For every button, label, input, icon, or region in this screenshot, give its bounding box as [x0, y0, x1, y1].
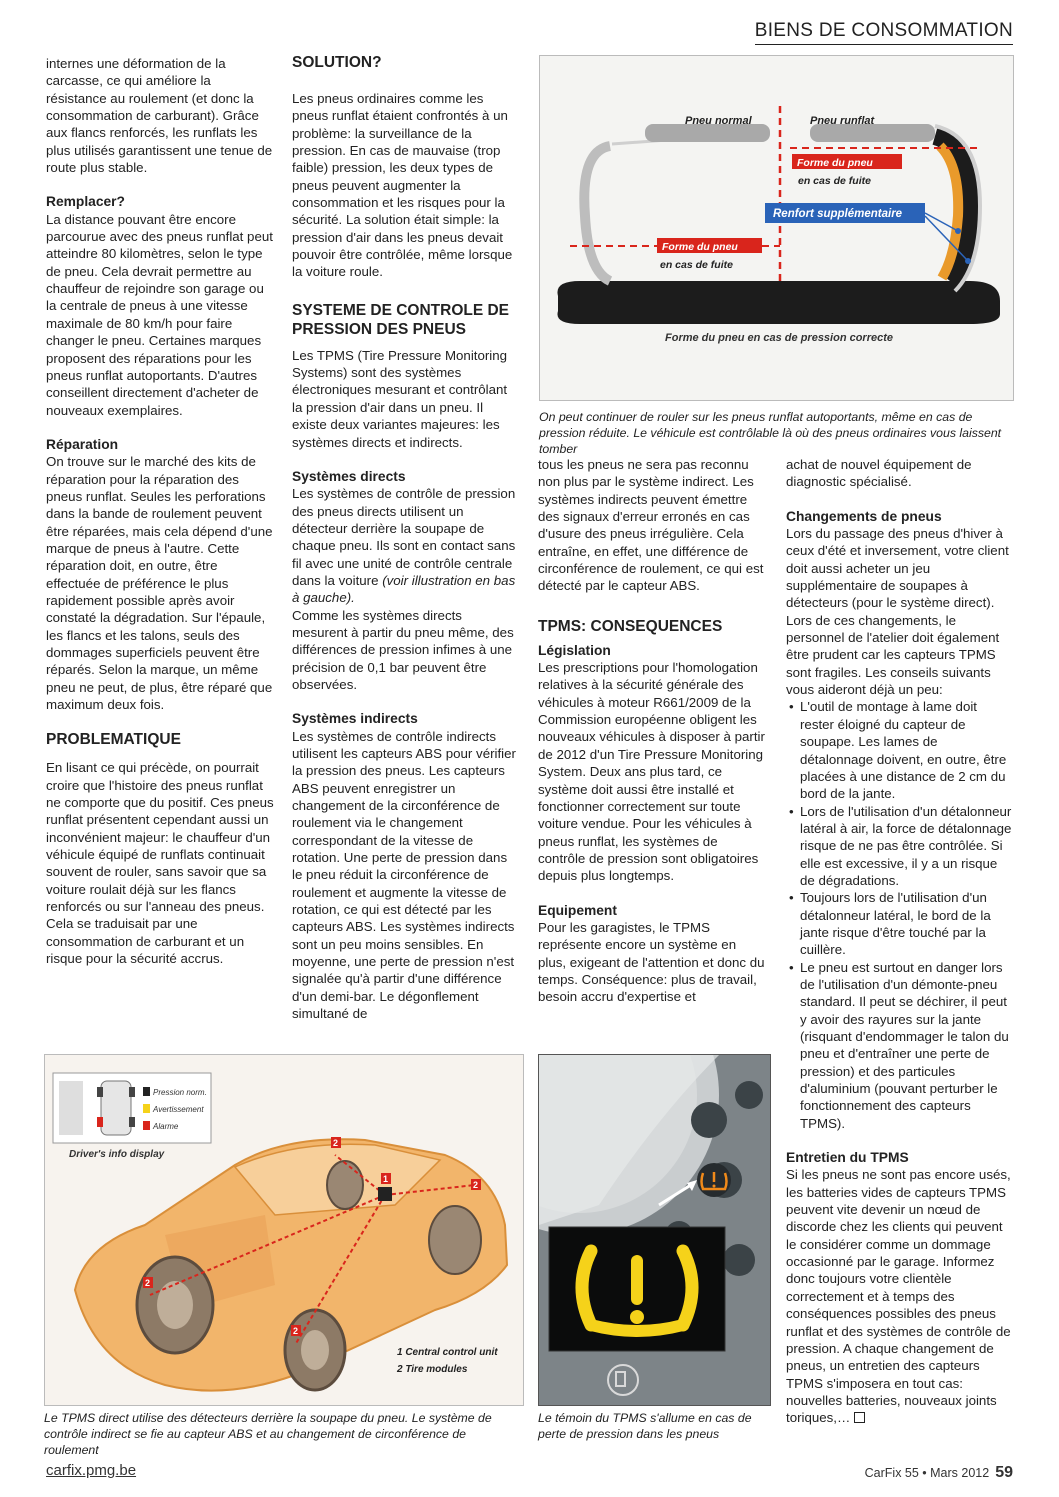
label-pneu-runflat: Pneu runflat	[810, 115, 875, 127]
legislation-heading: Législation	[538, 642, 611, 658]
remplacer-heading: Remplacer?	[46, 194, 125, 210]
label-pression-correcte: Forme du pneu en cas de pression correcte	[665, 332, 894, 344]
entretien-text-body: Si les pneus ne sont pas encore usés, les batteries vides de capteurs TPMS peuvent vite devenir un nœud de discorde chez les clients qui peuvent le considérer comme un dommage occasionné par le garage. Informez donc toujours votre clientèle correctement et à temps des conséquences possibles des pneus runflat et des systèmes de contrôle de pression. A chaque changement de pneus, un entretien des capteurs TPMS s'imposera en tout cas: nouvelles batteries, nouveaux joints toriques,…	[786, 1167, 1011, 1426]
directs-heading: Systèmes directs	[292, 468, 406, 484]
consequences-heading: TPMS: CONSEQUENCES	[538, 617, 723, 635]
advice-item: • L'outil de montage à lame doit rester éloigné du capteur de soupape. Les lames de détalonnage doivent, en outre, être placées à une distance de 2 cm du bord de la jante.	[800, 698, 1012, 802]
dashboard-figure-caption: Le témoin du TPMS s'allume en cas de perte de pression dans les pneus	[538, 1411, 752, 1441]
label-fuite-left: en cas de fuite	[660, 259, 733, 271]
directs-text-a: Les systèmes de contrôle de pression des pneus directs utilisent un détecteur derrière la soupape de chaque pneu. Ils sont en contact sans fil avec une unité de contrôle centrale dans la voiture	[292, 486, 516, 588]
label-forme-fuite-right: Forme du pneu	[797, 157, 873, 169]
marker-control-unit: 1	[383, 1174, 389, 1184]
reparation-text: On trouve sur le marché des kits de réparation pour la réparation des pneus runflat. Seules les perforations dans la bande de roulement peuvent être réparées, mais cela dépend d'une marque de pneus à l'autre. Cette réparation doit, en outre, être effectuée de préférence le plus rapidement possible après avoir constaté la dégradation. Sur l'épaule, les flancs et les talons, seuls des dommages superficiels peuvent être réparés. Selon la marque, un même pneu ne peut, de plus, être réparé que maximum deux fois.	[46, 454, 273, 713]
issue-info: CarFix 55 • Mars 2012	[864, 1466, 990, 1480]
label-renfort: Renfort supplémentaire	[773, 208, 903, 220]
tpms-dashboard-figure	[538, 1054, 771, 1406]
label-pneu-normal: Pneu normal	[685, 115, 752, 127]
solution-heading: SOLUTION?	[292, 54, 382, 71]
indirects-heading: Systèmes indirects	[292, 711, 418, 727]
equipement-heading: Equipement	[538, 902, 617, 918]
marker-tire-module: 2	[473, 1180, 479, 1190]
remplacer-text: La distance pouvant être encore parcourue avec des pneus runflat peut atteindre 80 kilomètres, selon le type de pneu. Cela devrait permettre au chauffeur de rejoindre son garage ou la centrale de pneus à une vitesse maximale de 80 km/h pour faire changer le pneu. Certaines marques proposent des réparations pour les pneus runflat autoportants. D'autres conseillent directement d'acheter de nouveaux exemplaires.	[46, 211, 273, 418]
label-central-control-unit: 1 Central control unit	[397, 1347, 498, 1358]
directs-text-italic: (voir illustration en bas à gauche).	[292, 572, 516, 606]
tpms-car-figure	[44, 1054, 524, 1406]
changements-heading: Changements de pneus	[786, 508, 942, 524]
dashboard-photo	[539, 1055, 770, 1405]
reparation-heading: Réparation	[46, 436, 119, 452]
label-forme-fuite-left: Forme du pneu	[662, 241, 738, 253]
label-fuite-right: en cas de fuite	[798, 175, 871, 187]
column-1	[46, 55, 274, 968]
indirects-text: Les systèmes de contrôle indirects utilisent les capteurs ABS pour vérifier la pression des pneus. Les capteurs ABS peuvent enregistrer un changement de la circonférence de roulement via le changement correspondant de la vitesse de rotation. Une perte de pression dans le pneu réduit la circonférence de roulement et augmente la vitesse de rotation, ce qui est détecté par les capteurs ABS. Les systèmes indirects sont un peu moins sensibles. En moyenne, une perte de pression n'est signalée qu'à partir d'une différence d'un demi-bar. Le dégonflement simultané de	[292, 728, 516, 1022]
marker-tire-module: 2	[145, 1278, 151, 1288]
legend-warning: Avertissement	[153, 1105, 204, 1114]
systeme-heading: SYSTEME DE CONTROLE DE PRESSION DES PNEUS	[292, 301, 510, 338]
marker-tire-module: 2	[293, 1326, 299, 1336]
legend-normal-pressure: Pression norm.	[153, 1088, 207, 1097]
col3-intro: tous les pneus ne sera pas reconnu non plus par le système indirect. Les systèmes indirects peuvent émettre des signaux d'erreur erronés en cas d'usure des pneus irrégulière. Cela entraîne, en effet, une différence de circonférence de roulement, ce qui est détecté par le capteur ABS.	[538, 457, 764, 594]
advice-item: • Lors de l'utilisation d'un détalonneur latéral à air, la force de détalonnage risque de ne pas être contrôlée. Si elle est excessive, il y a un risque de dégradations.	[800, 803, 1012, 890]
legend-alarm: Alarme	[153, 1122, 179, 1131]
label-tire-modules: 2 Tire modules	[397, 1364, 468, 1375]
runflat-tire-figure	[539, 55, 1014, 401]
directs-text	[292, 485, 520, 606]
footer-website-link[interactable]: carfix.pmg.be	[46, 1462, 137, 1479]
problematique-heading: PROBLEMATIQUE	[46, 731, 181, 749]
advice-item: • Le pneu est surtout en danger lors de l'utilisation d'un démonte-pneu standard. Il peut se déchirer, il peut y avoir des rayures sur la jante (risquant d'endommager le talon du pneu et d'entraîner une perte de pression) et des particules d'aluminium (pouvant perturber le fonctionnement des capteurs TPMS).	[800, 959, 1012, 1132]
col1-intro: internes une déformation de la carcasse, ce qui améliore la résistance au roulement (et donc la consommation de carburant). Grâce aux flancs renforcés, les runflats les plus utilisés garantissent une tenue de route plus stable.	[46, 56, 273, 176]
entretien-heading: Entretien du TPMS	[786, 1150, 909, 1166]
problematique-text-2: Cela se traduisait par une consommation de carburant et un risque pour la sécurité accrus.	[46, 916, 245, 967]
equipement-text: Pour les garagistes, le TPMS représente encore un système en plus, exigeant de l'attention et donc du temps. Conséquence: plus de travail, besoin accru d'expertise et	[538, 919, 765, 1005]
tire-figure-caption: On peut continuer de rouler sur les pneus runflat autoportants, même en cas de pression réduite. Le véhicule est contrôlable là où des pneus ordinaires vous laissent tomber	[539, 410, 1002, 456]
advice-list	[786, 698, 1012, 1132]
column-4	[786, 456, 1012, 1427]
solution-text: Les pneus ordinaires comme les pneus runflat étaient confrontés à un problème: la surveillance de la pression. En cas de mauvaise (trop faible) pression, les deux types de pneus peuvent augmenter la consommation et les risques pour la sécurité. La solution était simple: la pression d'air dans les pneus devait pouvoir être contrôlée, même lorsque la voiture roule.	[292, 91, 513, 280]
page-number: 59	[995, 1464, 1013, 1481]
entretien-text	[786, 1166, 1012, 1426]
advice-item: • Toujours lors de l'utilisation d'un détalonneur latéral, le bord de la jante risque d'être touché par la cuillère.	[800, 889, 1012, 958]
footer-issue	[865, 1464, 1013, 1482]
car-diagram	[45, 1055, 523, 1405]
col4-intro: achat de nouvel équipement de diagnostic spécialisé.	[786, 457, 972, 490]
problematique-text: En lisant ce qui précède, on pourrait croire que l'histoire des pneus runflat ne comporte que du positif. Ces pneus runflat présentent cependant aussi un inconvénient majeur: le chauffeur d'un véhicule équipé de runflats continuait souvent de rouler, sans savoir que sa voiture roulait déjà sur les flancs renforcés ou sur l'anneau des pneus.	[46, 760, 274, 915]
column-2	[292, 53, 520, 1023]
changements-text: Lors du passage des pneus d'hiver à ceux d'été et inversement, votre client doit aussi acheter un jeu supplémentaire de soupapes à détecteurs (pour le système direct). Lors de ces changements, le personnel de l'atelier doit également être prudent car les capteurs TPMS sont fragiles. Les conseils suivants vous aideront déjà un peu:	[786, 526, 1009, 698]
tire-diagram	[540, 56, 1013, 400]
car-figure-caption: Le TPMS direct utilise des détecteurs derrière la soupape du pneu. Le système de contrôle indirect se fie au capteur ABS et au changement de circonférence de roulement	[44, 1411, 492, 1457]
marker-tire-module: 2	[333, 1138, 339, 1148]
legislation-text: Les prescriptions pour l'homologation relatives à la sécurité générale des véhicules à moteur R661/2009 de la Commission européenne obligent les nouveaux véhicules à disposer à partir de 2012 d'un Tire Pressure Monitoring System. Deux ans plus tard, ce système doit aussi être installé et fonctionner correctement sur toute voiture vendue. Pour les véhicules à pneus runflat, les systèmes de contrôle de pression sont obligatoires depuis plus longtemps.	[538, 660, 765, 884]
column-3	[538, 456, 766, 1006]
directs-text-b: Comme les systèmes directs mesurent à partir du pneu même, des différences de pression infimes à une précision de 0,1 bar peuvent être observées.	[292, 607, 514, 692]
end-of-article-icon	[854, 1412, 865, 1423]
systeme-text: Les TPMS (Tire Pressure Monitoring Systems) sont des systèmes électroniques mesurant et contrôlant la pression d'air dans un pneu. Il existe deux variantes majeures: les systèmes directs et indirects.	[292, 347, 508, 450]
label-driver-display: Driver's info display	[69, 1149, 165, 1160]
section-label: BIENS DE CONSOMMATION	[755, 20, 1013, 45]
